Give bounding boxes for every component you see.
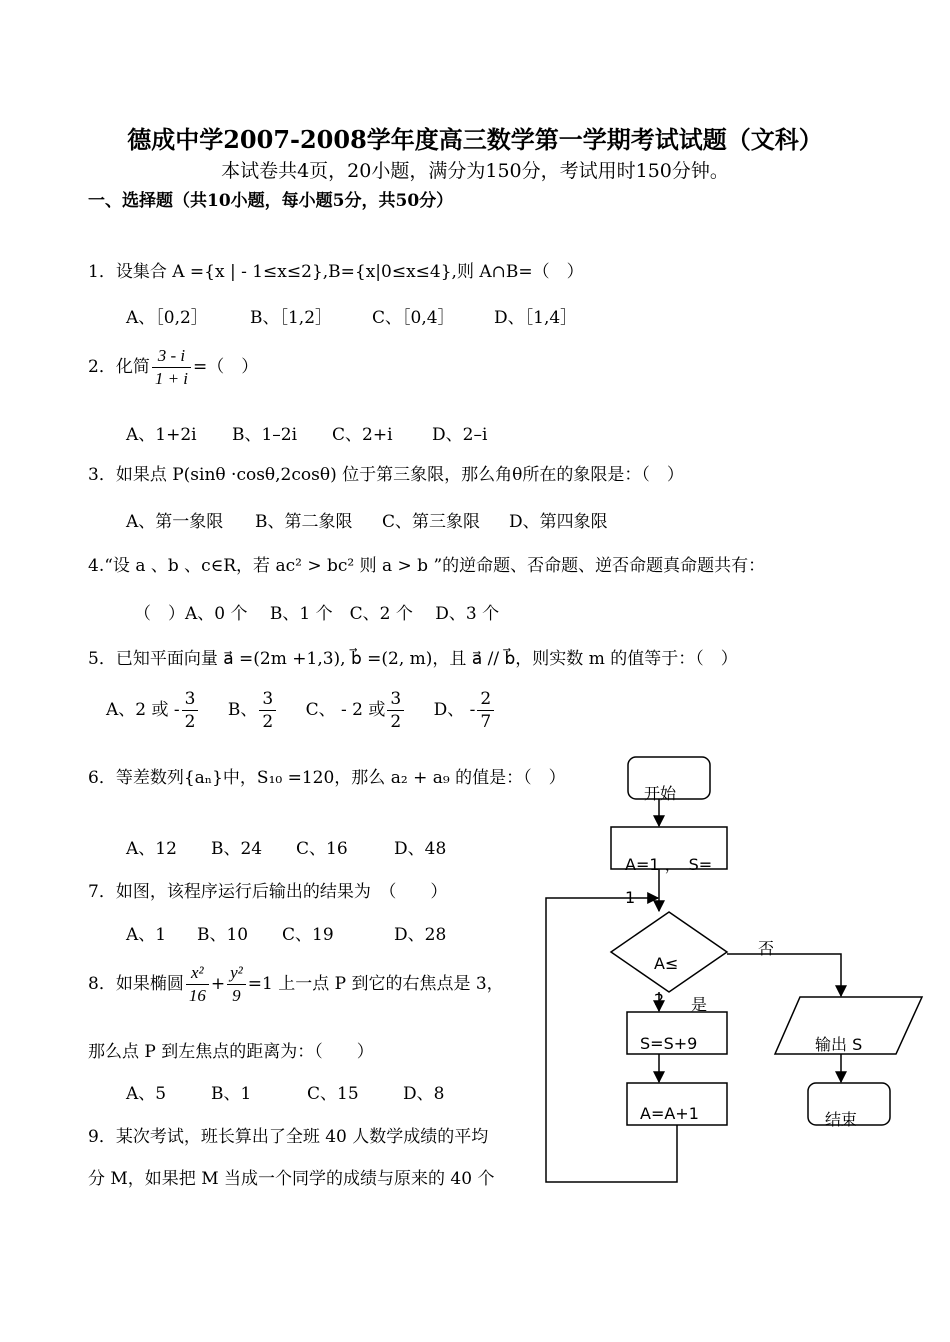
q2-prefix: 2．化简 bbox=[88, 357, 150, 377]
question-7: 7．如图，该程序运行后输出的结果为 （ ） bbox=[88, 882, 448, 902]
question-8-line2: 那么点 P 到左焦点的距离为：（ ） bbox=[88, 1042, 374, 1062]
q5-option-b-den: 2 bbox=[262, 712, 274, 732]
section-heading: 一、选择题（共10小题，每小题5分，共50分） bbox=[88, 191, 454, 211]
q5-option-a-num: 3 bbox=[182, 688, 199, 711]
q6-option-c: C、16 bbox=[296, 839, 348, 859]
q5-option-c-num: 3 bbox=[387, 688, 404, 711]
page-title: 德成中学2007-2008学年度高三数学第一学期考试试题（文科） bbox=[127, 125, 823, 154]
flow-no-label: 否 bbox=[758, 939, 775, 958]
q8-den-y: 9 bbox=[232, 986, 241, 1005]
flow-yes-label: 是 bbox=[691, 995, 708, 1014]
q7-option-c: C、19 bbox=[282, 925, 334, 945]
q5-option-b-prefix: B、 bbox=[227, 700, 258, 720]
question-9: 9．某次考试，班长算出了全班 40 人数学成绩的平均 bbox=[88, 1127, 489, 1147]
q1-option-b: B、［1,2］ bbox=[250, 308, 333, 328]
flow-init-label: A=1 ， S= bbox=[625, 855, 713, 874]
q8-num-x: x² bbox=[186, 962, 209, 985]
flow-end-label: 结束 bbox=[825, 1110, 858, 1129]
arrow-cond-output bbox=[727, 954, 841, 996]
flow-cond-label: A≤ bbox=[654, 954, 679, 973]
q6-option-b: B、24 bbox=[211, 839, 263, 859]
q2-numerator: 3 - i bbox=[152, 345, 191, 368]
condition-diamond bbox=[611, 912, 727, 992]
q5-option-c-den: 2 bbox=[390, 712, 402, 732]
q8-option-d: D、8 bbox=[403, 1084, 445, 1104]
q8-option-b: B、1 bbox=[211, 1084, 252, 1104]
q5-option-b-num: 3 bbox=[259, 688, 276, 711]
q3-option-a: A、第一象限 bbox=[126, 512, 224, 532]
q1-option-c: C、［0,4］ bbox=[372, 308, 455, 328]
q8-suffix: =1 上一点 P 到它的右焦点是 3， bbox=[247, 974, 504, 994]
q3-option-b: B、第二象限 bbox=[255, 512, 353, 532]
q8-num-y: y² bbox=[227, 962, 246, 985]
q1-option-a: A、［0,2］ bbox=[126, 308, 208, 328]
question-3: 3．如果点 P(sinθ ·cosθ,2cosθ) 位于第三象限，那么角θ所在的象限是：（ ） bbox=[88, 465, 684, 485]
question-4: 4.“设 a 、b 、c∈R，若 ac² > bc² 则 a > b ”的逆命题、否命题、逆否命题真命题共有： bbox=[88, 556, 766, 576]
q2-option-c: C、2+i bbox=[332, 425, 393, 445]
exam-info: 本试卷共4页，20小题，满分为150分，考试用时150分钟。 bbox=[221, 160, 729, 182]
q7-option-a: A、1 bbox=[126, 925, 167, 945]
q4-options: （ ）A、0 个 B、1 个 C、2 个 D、3 个 bbox=[134, 604, 500, 624]
q2-option-a: A、1+2i bbox=[126, 425, 197, 445]
q7-option-d: D、28 bbox=[394, 925, 447, 945]
q8-plus: + bbox=[210, 974, 226, 994]
q5-option-d-den: 7 bbox=[480, 712, 492, 732]
q3-option-c: C、第三象限 bbox=[382, 512, 481, 532]
q5-option-c-prefix: C、 - 2 或 bbox=[305, 700, 386, 720]
q5-option-d-num: 2 bbox=[477, 688, 494, 711]
q6-option-d: D、48 bbox=[394, 839, 447, 859]
q2-option-d: D、2–i bbox=[432, 425, 488, 445]
question-6: 6．等差数列{aₙ}中，S₁₀ =120，那么 a₂ + a₉ 的值是：（ ） bbox=[88, 768, 566, 788]
q8-den-x: 16 bbox=[188, 986, 206, 1005]
question-9-line2: 分 M，如果把 M 当成一个同学的成绩与原来的 40 个 bbox=[88, 1169, 495, 1189]
flow-step-s-label: S=S+9 bbox=[640, 1034, 698, 1053]
flow-init-wrap: 1 bbox=[625, 888, 636, 907]
question-1: 1．设集合 A ={x | - 1≤x≤2},B={x|0≤x≤4},则 A∩B=（ ） bbox=[88, 262, 584, 282]
q1-option-d: D、［1,4］ bbox=[494, 308, 578, 328]
q7-option-b: B、10 bbox=[197, 925, 249, 945]
q5-option-a-den: 2 bbox=[184, 712, 196, 732]
q8-option-c: C、15 bbox=[307, 1084, 359, 1104]
flow-step-a-label: A=A+1 bbox=[640, 1104, 699, 1123]
q2-denominator: 1 + i bbox=[154, 369, 189, 388]
q2-option-b: B、1–2i bbox=[232, 425, 298, 445]
flow-output-label: 输出 S bbox=[815, 1035, 863, 1054]
flow-start-label: 开始 bbox=[644, 784, 677, 803]
q5-option-d-prefix: D、 - bbox=[433, 700, 476, 720]
q8-option-a: A、5 bbox=[126, 1084, 167, 1104]
question-5: 5．已知平面向量 a⃗ =(2m +1,3), b⃗ =(2, m)，且 a⃗ // b⃗，则实数 m 的值等于：（ ） bbox=[88, 649, 738, 669]
q5-option-a-prefix: A、2 或 - bbox=[106, 700, 180, 720]
q8-prefix: 8．如果椭圆 bbox=[88, 974, 184, 994]
q6-option-a: A、12 bbox=[126, 839, 177, 859]
q2-suffix: =（ ） bbox=[193, 357, 259, 377]
q3-option-d: D、第四象限 bbox=[509, 512, 608, 532]
flow-cond-wrap: 2 bbox=[654, 990, 665, 1009]
